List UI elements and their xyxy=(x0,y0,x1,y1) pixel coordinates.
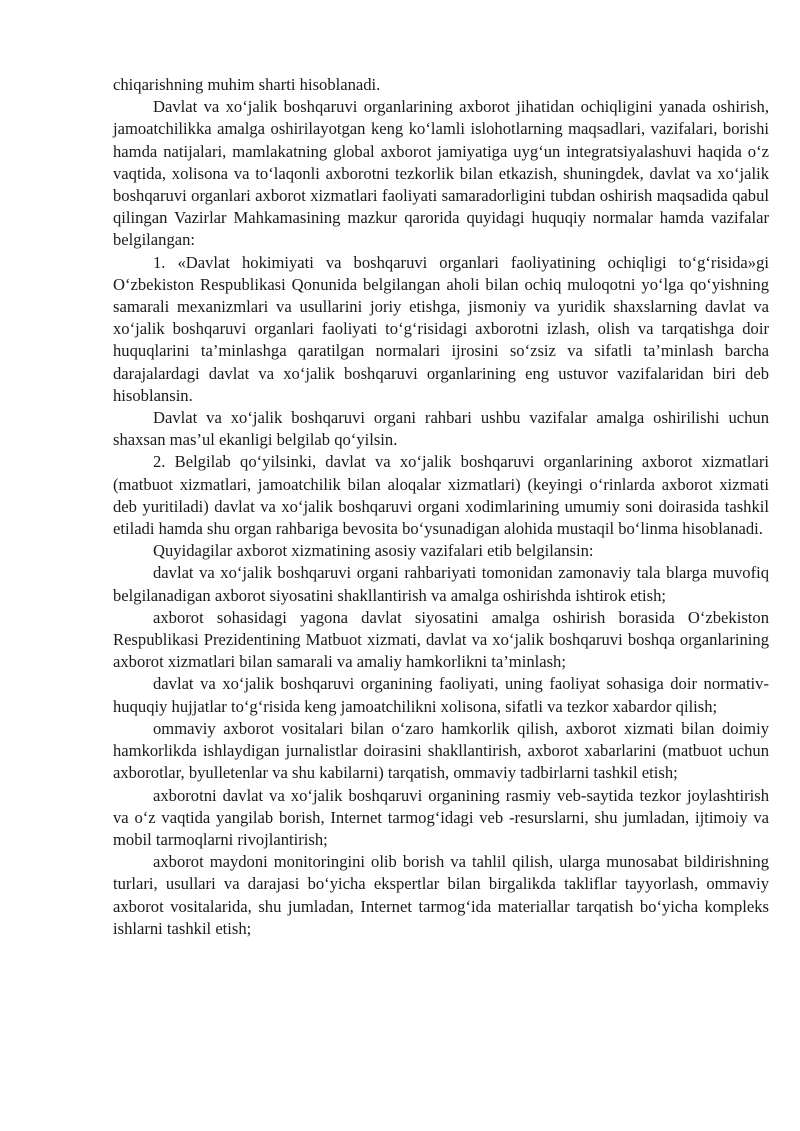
task-item: ommaviy axborot vositalari bilan o‘zaro hamkorlik qilish, axborot xizmati bilan doimiy hamkorlikda ishlaydigan jurnalistlar doirasini shakllantirish, axborot xabarlarini (matbuot uchun axborotlar, byulletenlar va shu kabilarni) tarqatish, ommaviy tadbirlarni tashkil etish; xyxy=(113,718,769,783)
task-item: axborotni davlat va xo‘jalik boshqaruvi organining rasmiy veb-saytida tezkor joylashtirish va o‘z vaqtida yangilab borish, Internet tarmog‘idagi veb -resurslarni, shu jumladan, ijtimoiy va mobil tarmoqlarni rivojlantirish; xyxy=(113,785,769,849)
task-item: axborot sohasidagi yagona davlat siyosatini amalga oshirish borasida O‘zbekiston Respublikasi Prezidentining Matbuot xizmati, davlat va xo‘jalik boshqaruvi boshqa organlarining axborot xizmatlari bilan samarali va amaliy hamkorlikni ta’minlash; xyxy=(113,607,769,672)
paragraph-tasks-heading: Quyidagilar axborot xizmatining asosiy vazifalari etib belgilansin: xyxy=(153,541,594,561)
paragraph-responsibility: Davlat va xo‘jalik boshqaruvi organi rahbari ushbu vazifalar amalga oshirilishi uchun shaxsan mas’ul ekanligi belgilab qo‘yilsin. xyxy=(113,408,769,450)
paragraph-item-1: 1. «Davlat hokimiyati va boshqaruvi organlari faoliyatining ochiqligi to‘g‘risida»gi O‘zbekiston Respublikasi Qonunida belgilangan aholi bilan ochiq muloqotni yo‘lga qo‘yishning samarali mexanizmlari va usullarini joriy etishga, jismoniy va yuridik shaxslarning davlat va xo‘jalik boshqaruvi organlari faoliyati to‘g‘risidagi axborotni izlash, olish va tarqatishga doir huquqlarini ta’minlashga qaratilgan normalari ijrosini so‘zsiz va sifatli ta’minlash barcha darajalardagi davlat va xo‘jalik boshqaruvi organlarining eng ustuvor vazifalaridan biri deb hisoblansin. xyxy=(113,252,769,405)
document-page xyxy=(113,74,769,940)
paragraph-item-2: 2. Belgilab qo‘yilsinki, davlat va xo‘jalik boshqaruvi organlarining axborot xizmatlari (matbuot xizmatlari, jamoatchilik bilan aloqalar xizmatlari) (keyingi o‘rinlarda axborot xizmati deb yuritiladi) davlat va xo‘jalik boshqaruvi organi xodimlarining umumiy soni doirasida tashkil etiladi hamda shu organ rahbariga bevosita bo‘ysunadigan alohida mustaqil bo‘linma hisoblanadi. xyxy=(113,452,769,539)
paragraph-intro: Davlat va xo‘jalik boshqaruvi organlarining axborot jihatidan ochiqligini yanada oshirish, jamoatchilikka amalga oshirilayotgan keng ko‘lamli islohotlarning maqsadlari, vazifalari, borishi hamda natijalari, mamlakatning global axborot jamiyatiga uyg‘un integratsiyalashuvi haqida o‘z vaqtida, xolisona va to‘laqonli axborotni tezkorlik bilan etkazish, shuningdek, davlat va xo‘jalik boshqaruvi organlari axborot xizmatlari faoliyati samaradorligini tubdan oshirish maqsadida qabul qilingan Vazirlar Mahkamasining mazkur qarorida quyidagi huquqiy normalar hamda vazifalar belgilangan: xyxy=(113,97,769,250)
task-item: davlat va xo‘jalik boshqaruvi organining faoliyati, uning faoliyat sohasiga doir normativ-huquqiy hujjatlar to‘g‘risida keng jamoatchilikni xolisona, sifatli va tezkor xabardor qilish; xyxy=(113,674,769,716)
task-item: davlat va xo‘jalik boshqaruvi organi rahbariyati tomonidan zamonaviy tala blarga muvofiq belgilanadigan axborot siyosatini shakllantirish va amalga oshirishda ishtirok etish; xyxy=(113,563,769,605)
paragraph-continuation: chiqarishning muhim sharti hisoblanadi. xyxy=(113,75,381,94)
task-item: axborot maydoni monitoringini olib borish va tahlil qilish, ularga munosabat bildirishning turlari, usullari va darajasi bo‘yicha ekspertlar bilan birgalikda takliflar tayyorlash, ommaviy axborot vositalarida, shu jumladan, Internet tarmog‘ida materiallar tarqatish bo‘yicha kompleks ishlarni tashkil etish; xyxy=(113,852,769,938)
